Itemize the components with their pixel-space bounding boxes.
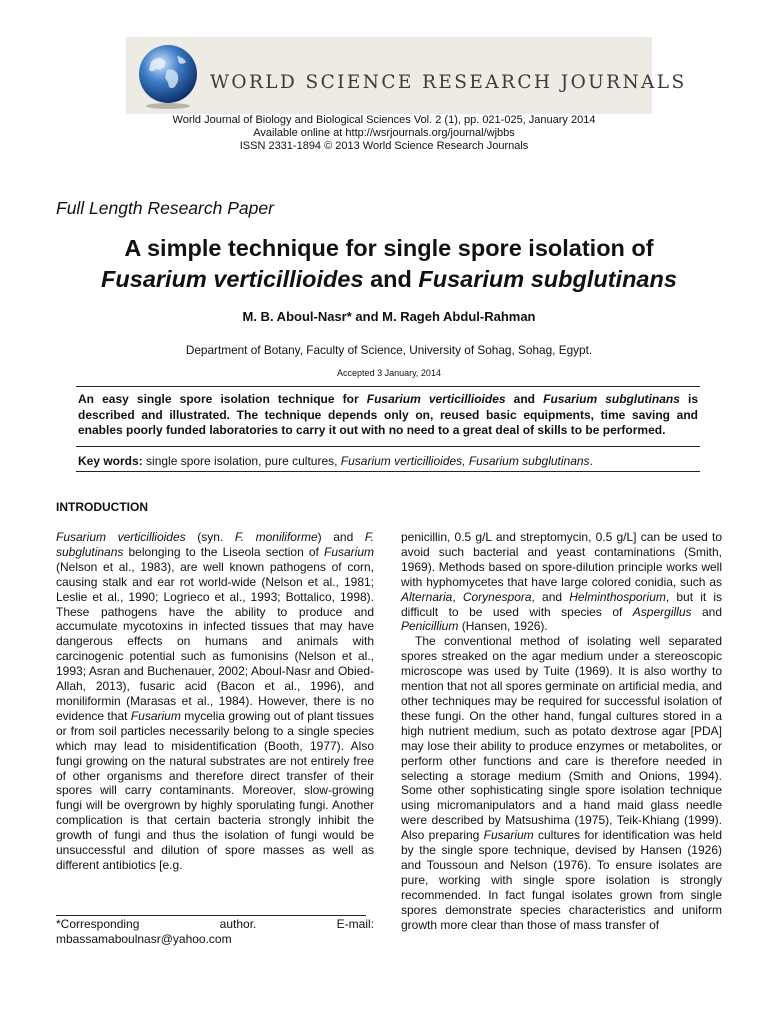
paper-title <box>0 233 768 295</box>
abstract-text: is described and illustrated. The technique depends only on, reused basic equipments, time saving and enables poorly funded laboratories to carry it out with no need to a great deal of skills to be performed. <box>78 392 698 437</box>
keywords-bottom-rule <box>76 471 700 472</box>
abstract-species: Fusarium verticillioides <box>366 392 506 406</box>
body-text: and <box>691 604 722 619</box>
genus-name: Aspergillus <box>632 604 692 619</box>
footnote-line <box>56 917 374 932</box>
body-paragraph <box>401 530 722 634</box>
keywords-label: Key words: <box>78 454 143 468</box>
species-name: Fusarium <box>323 544 374 559</box>
body-text: ) and <box>317 530 365 544</box>
body-text: (syn. <box>185 530 235 544</box>
footnote-word: E-mail: <box>336 917 374 931</box>
abstract-text: and <box>505 392 544 406</box>
title-species-1: Fusarium verticillioides <box>101 266 364 292</box>
body-text: mycelia growing out of plant tissues or from soil particles necessarily belong to a single species which may lead to misidentification (Booth, 1977). Also fungi growing on the natural substrates are not entirely free of other organisms and therefore direct transfer of their spores will carry contaminants. Moreover, slow-growing fungi will be overgrown by highly sporulating fungi. Another complication is that certain bacteria strongly inhibit the growth of fungi and thus the isolation of fungi would be unsuccessful and dilution of spore masses as well as different antibiotics [e.g. <box>56 708 374 872</box>
body-text: cultures for identification was held by the single spore technique, devised by Hansen (1926) and Toussoun and Nelson (1976). To ensure isolates are pure, working with single spore isolation is strongly recommended. In fact fungal isolates grown from single spores demonstrate species characteristics and uniform growth more clear than those of mass transfer of <box>401 828 722 932</box>
introduction-heading: INTRODUCTION <box>56 500 148 514</box>
body-text: belonging to the Liseola section of <box>123 544 324 559</box>
paper-title-line2 <box>0 264 768 295</box>
body-paragraph <box>56 530 374 873</box>
species-name: Fusarium <box>130 708 181 723</box>
keywords-text: single spore isolation, pure cultures, <box>142 454 341 468</box>
species-name: F. subglutinans <box>56 530 375 559</box>
keywords-end: . <box>589 454 593 468</box>
author-email: mbassamaboulnasr@yahoo.com <box>56 932 232 946</box>
abstract-text: An easy single spore isolation technique for <box>78 392 367 406</box>
journal-url: Available online at http://wsrjournals.org/journal/wjbbs <box>253 127 515 139</box>
keywords <box>78 454 698 469</box>
body-text: (Hansen, 1926). <box>458 619 548 634</box>
species-name: F. moniliforme <box>234 530 318 544</box>
abstract-species: Fusarium subglutinans <box>543 392 680 406</box>
genus-name: Alternaria <box>401 589 453 604</box>
journal-banner-title: WORLD SCIENCE RESEARCH JOURNALS <box>210 72 687 93</box>
body-text: , but it is difficult to be used with species of <box>401 589 722 619</box>
body-text: , <box>452 589 463 604</box>
genus-name: Penicillium <box>401 619 459 634</box>
paper-type-label: Full Length Research Paper <box>56 198 274 218</box>
genus-name: Corynespora <box>462 589 532 604</box>
body-text: , and <box>531 589 570 604</box>
body-text: The conventional method of isolating well separated spores streaked on the agar medium under a stereoscopic microscope was used by Tuite (1969). It is also worthy to mention that not all spores germinate on artificial media, and other techniques may be required for successful isolation of these fungi. On the other hand, fungal cultures stored in a high nutrient medium, such as potato dextrose agar [PDA] may lose their ability to produce enzymes or metabolites, or perform other functions and care is therefore needed in selecting a storage medium (Smith and Onions, 1994). Some other sophisticating single spore isolation technique using micromanipulators and a hand maid glass needle were described by Matsushima (1975), Teik-Khiang (1999). Also preparing <box>401 634 722 843</box>
abstract-bottom-rule <box>76 446 700 447</box>
title-species-2: Fusarium subglutinans <box>418 266 677 292</box>
body-column-right <box>401 530 722 932</box>
paper-title-line1: A simple technique for single spore isolation of <box>124 235 654 261</box>
journal-citation: World Journal of Biology and Biological Sciences Vol. 2 (1), pp. 021-025, January 2014 <box>172 114 596 126</box>
genus-name: Helminthosporium <box>569 589 666 604</box>
body-column-left <box>56 530 374 873</box>
body-text: (Nelson et al., 1983), are well known pathogens of corn, causing stalk and ear rot world-wide (Nelson et al., 1981; Leslie et al., 1990; Logrieco et al., 1993; Bottalico, 1998). These pathogens have the ability to produce and accumulate mycotoxins in infected tissues that may have dangerous effects on humans and animals with carcinogenic potential such as fumonisins (Nelson et al., 1993; Asran and Buchenauer, 2002; Aboul-Nasr and Obied-Allah, 2013), fusaric acid (Bacon et al., 1996), and moniliformin (Marasas et al., 1984). However, there is no evidence that <box>56 559 374 723</box>
body-paragraph <box>401 634 722 932</box>
abstract <box>78 392 698 439</box>
body-text: penicillin, 0.5 g/L and streptomycin, 0.5 g/L] can be used to avoid such bacterial and yeast contaminations (Smith, 1969). Methods based on spore-dilution principle works well with hyphomycetes that have large colored conidia, such as <box>401 530 722 589</box>
footnote-word: author. <box>219 917 257 931</box>
paper-authors: M. B. Aboul-Nasr* and M. Rageh Abdul-Rahman <box>242 309 536 324</box>
journal-issn: ISSN 2331-1894 © 2013 World Science Research Journals <box>239 140 529 152</box>
footnote-word: *Corresponding <box>56 917 140 931</box>
species-name: Fusarium verticillioides <box>56 530 186 544</box>
footnote-rule <box>56 915 366 916</box>
corresponding-author-footnote <box>56 917 374 947</box>
title-and: and <box>363 266 419 292</box>
journal-banner <box>126 37 687 114</box>
genus-name: Fusarium <box>483 828 534 843</box>
globe-logo-icon <box>137 40 199 110</box>
author-affiliation: Department of Botany, Faculty of Science, University of Sohag, Sohag, Egypt. <box>185 343 593 357</box>
keywords-species: Fusarium verticillioides, Fusarium subglutinans <box>340 454 590 468</box>
accepted-date: Accepted 3 January, 2014 <box>337 368 441 378</box>
abstract-top-rule <box>76 386 700 387</box>
